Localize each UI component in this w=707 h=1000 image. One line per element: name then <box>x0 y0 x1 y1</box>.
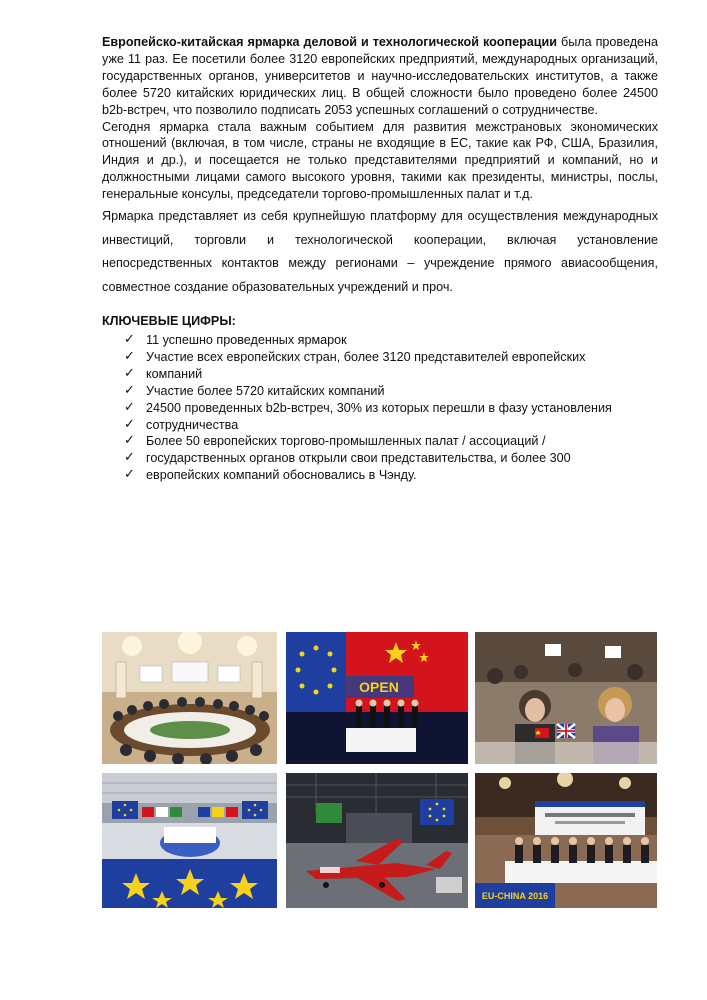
list-item: ✓ Более 50 европейских торгово-промышленных палат / ассоциаций / <box>124 433 546 449</box>
list-item: ✓ Участие всех европейских стран, более 3120 представителей европейских <box>124 348 586 364</box>
key-figures-heading: КЛЮЧЕВЫЕ ЦИФРЫ: <box>102 314 236 329</box>
list-item: ✓ европейских компаний обосновались в Чэнду. <box>124 467 417 483</box>
intro-paragraph <box>102 34 658 119</box>
checkmark-icon: ✓ <box>124 416 135 432</box>
photo-signing-ceremony <box>475 773 657 908</box>
list-item: ✓ 24500 проведенных b2b-встреч, 30% из которых перешли в фазу установления <box>124 399 612 415</box>
fair-title: Европейско-китайская ярмарка деловой и технологической кооперации <box>102 35 558 49</box>
intro-text: была проведена уже 11 раз. Ее посетили более 3120 европейских предприятий, международных организаций, государственных органов, университетов и научно-исследовательских институтов, а также более 5720 китайских юридических лиц. В общей сложности было проведено более 24500 b2b-встреч, что позволило подписать 2053 успешных соглашений о сотрудничестве. <box>102 35 659 117</box>
checkmark-icon: ✓ <box>124 331 135 347</box>
banner-eu-china-text: EU-CHINA 2016 <box>481 891 549 901</box>
list-item: ✓ Участие более 5720 китайских компаний <box>124 382 385 398</box>
list-item: ✓ компаний <box>124 365 203 381</box>
text-block <box>102 34 658 484</box>
photo-b2b-meetings <box>475 632 657 764</box>
paragraph-2: Сегодня ярмарка стала важным событием для развития межстрановых экономических отношений (включая, в том числе, страны не входящие в ЕС, такие как РФ, США, Бразилия, Индия и др.), и посещается не только представителями предприятий и компаний, но и должностными лицами самого высокого уровня, такими как президенты, министры, послы, генеральные консулы, председатели торгово-промышленных палат и т.д. <box>102 119 658 202</box>
photo-eu-pavilion <box>102 773 277 908</box>
photo-roundtable-conference <box>102 632 277 764</box>
list-item: ✓ государственных органов открыли свои представительства, и более 300 <box>124 450 571 466</box>
list-item: ✓ сотрудничества <box>124 416 239 432</box>
photo-aircraft-exhibition <box>286 773 468 908</box>
paragraph-3: Ярмарка представляет из себя крупнейшую платформу для осуществления международных инвестиций, торговли и технологической кооперации, включая установление непосредственных контактов между регионами – учреждение прямого авиасообщения, совместное создание образовательных учреждений и проч. <box>102 209 658 294</box>
checkmark-icon: ✓ <box>124 433 135 449</box>
photo-opening-ceremony <box>286 632 468 764</box>
checkmark-icon: ✓ <box>124 467 135 483</box>
checkmark-icon: ✓ <box>124 382 135 398</box>
list-item: ✓ 11 успешно проведенных ярмарок <box>124 331 347 347</box>
checkmark-icon: ✓ <box>124 450 135 466</box>
checkmark-icon: ✓ <box>124 399 135 415</box>
checkmark-icon: ✓ <box>124 348 135 364</box>
checkmark-icon: ✓ <box>124 365 135 381</box>
banner-open-text: OPEN <box>359 679 399 695</box>
key-figures-list <box>102 332 658 484</box>
photo-grid <box>102 632 657 908</box>
